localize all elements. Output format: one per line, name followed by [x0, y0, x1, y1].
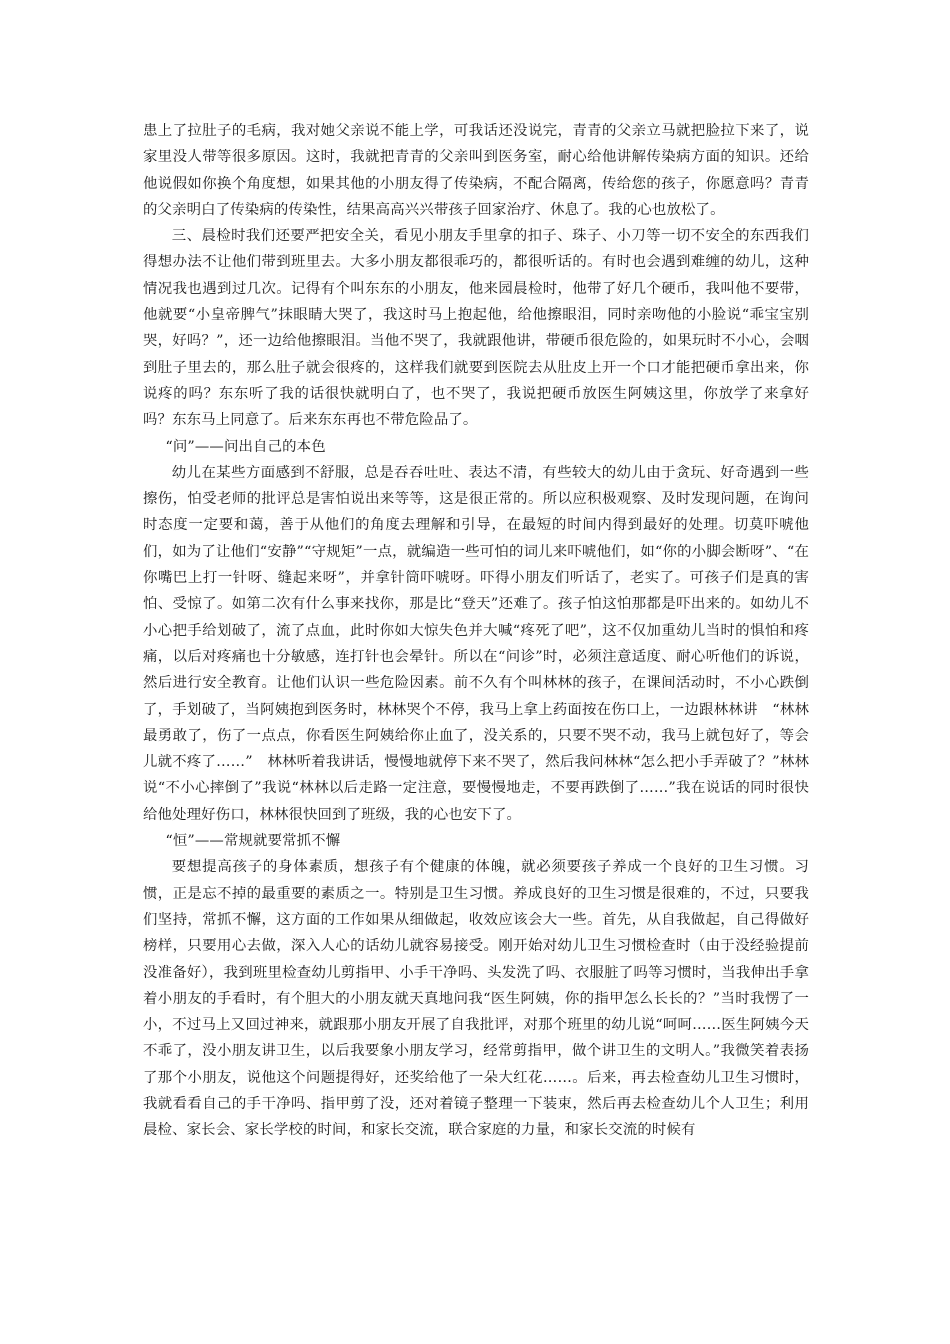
section-heading-ask: “问”——问出自己的本色 — [165, 438, 326, 455]
paragraph-hygiene-isolation: 患上了拉肚子的毛病，我对她父亲说不能上学，可我话还没说完，青青的父亲立马就把脸拉下来了，说家里没人带等很多原因。这时，我就把青青的父亲叫到医务室，耐心给他讲解传染病方面的知识。还给他说假如你换个角度想，如果其他的小朋友得了传染病，不配合隔离，传给您的孩子，你愿意吗？青青的父亲明白了传染病的传染性，结果高高兴兴带孩子回家治疗、休息了。我的心也放松了。 — [143, 123, 809, 218]
section-heading-persist: “恒”——常规就要常抓不懈 — [165, 833, 341, 850]
paragraph-morning-check-safety: 三、晨检时我们还要严把安全关，看见小朋友手里拿的扣子、珠子、小刀等一切不安全的东西我们得想办法不让他们带到班里去。大多小朋友都很乖巧的，都很听话的。有时也会遇到难缠的幼儿，这种情况我也遇到过几次。记得有个叫东东的小朋友，他来园晨检时，他带了好几个硬币，我叫他不要带，他就要“小皇帝脾气”抹眼睛大哭了，我这时马上抱起他，给他擦眼泪，同时亲吻他的小脸说“乖宝宝别哭，好吗？”，还一边给他擦眼泪。当他不哭了，我就跟他讲，带硬币很危险的，如果玩时不小心，会咽到肚子里去的，那么肚子就会很疼的，这样我们就要到医院去从肚皮上开一个口才能把硬币拿出来，你说疼的吗？东东听了我的话很快就明白了，也不哭了，我说把硬币放医生阿姨这里，你放学了来拿好吗？东东马上同意了。后来东东再也不带危险品了。 — [143, 228, 809, 429]
paragraph-hygiene-habits: 要想提高孩子的身体素质，想孩子有个健康的体魄，就必须要孩子养成一个良好的卫生习惯。习惯，正是忘不掉的最重要的素质之一。特别是卫生习惯。养成良好的卫生习惯是很难的，不过，只要我们坚持，常抓不懈，这方面的工作如果从细做起，收效应该会大一些。首先，从自我做起，自己得做好榜样，只要用心去做，深入人心的话幼儿就容易接受。刚开始对幼儿卫生习惯检查时（由于没经验提前没准备好），我到班里检查幼儿剪指甲、小手干净吗、头发洗了吗、衣服脏了吗等习惯时，当我伸出手拿着小朋友的手看时，有个胆大的小朋友就天真地问我“医生阿姨，你的指甲怎么长长的？”当时我愣了一小，不过马上又回过神来，就跟那小朋友开展了自我批评，对那个班里的幼儿说“呵呵……医生阿姨今天不乖了，没小朋友讲卫生，以后我要象小朋友学习，经常剪指甲，做个讲卫生的文明人。”我微笑着表扬了那个小朋友，说他这个问题提得好，还奖给他了一朵大红花……。后来，再去检查幼儿卫生习惯时，我就看看自己的手干净吗、指甲剪了没，还对着镜子整理一下装束，然后再去检查幼儿个人卫生；利用晨检、家长会、家长学校的时间，和家长交流，联合家庭的力量，和家长交流的时候有 — [143, 859, 809, 1139]
paragraph-ask-patiently: 幼儿在某些方面感到不舒服，总是吞吞吐吐、表达不清，有些较大的幼儿由于贪玩、好奇遇到一些擦伤，怕受老师的批评总是害怕说出来等等，这是很正常的。所以应积极观察、及时发现问题，在询问时态度一定要和蔼，善于从他们的角度去理解和引导，在最短的时间内得到最好的处理。切莫吓唬他们，如为了让他们“安静”“守规矩”一点，就编造一些可怕的词儿来吓唬他们，如“你的小脚会断呀”、“在你嘴巴上打一针呀、缝起来呀”，并拿针筒吓唬呀。吓得小朋友们听话了，老实了。可孩子们是真的害怕、受惊了。如第二次有什么事来找你，那是比“登天”还难了。孩子怕这怕那都是吓出来的。如幼儿不小心把手给划破了，流了点血，此时你如大惊失色并大喊“疼死了吧”，这不仅加重幼儿当时的惧怕和疼痛，以后对疼痛也十分敏感，连打针也会晕针。所以在“问诊”时，必须注意适度、耐心听他们的诉说，然后进行安全教育。让他们认识一些危险因素。前不久有个叫林林的孩子，在课间活动时，不小心跌倒了，手划破了，当阿姨抱到医务时，林林哭个不停，我马上拿上药面按在伤口上，一边跟林林讲 “林林最勇敢了，伤了一点点，你看医生阿姨给你止血了，没关系的，只要不哭不动，我马上就包好了，等会儿就不疼了……” 林林听着我讲话，慢慢地就停下来不哭了，然后我问林林“怎么把小手弄破了？”林林说“不小心摔倒了”我说“林林以后走路一定注意，要慢慢地走，不要再跌倒了……”我在说话的同时很快给他处理好伤口，林林很快回到了班级，我的心也安下了。 — [143, 464, 809, 823]
document-body — [143, 118, 809, 1144]
